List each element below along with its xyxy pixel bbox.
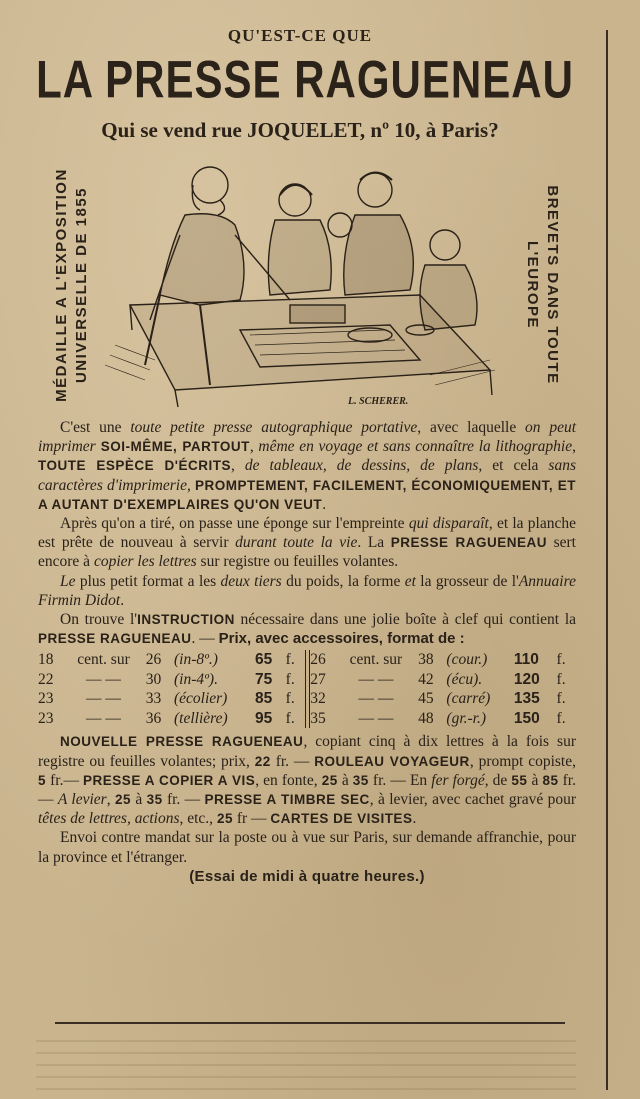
price-left-unit: f. [285, 709, 295, 727]
price-left-format: (in-4º). [173, 670, 218, 688]
text-bold: 5 [38, 772, 47, 788]
text: , [231, 457, 245, 475]
paragraph-sponge [38, 514, 576, 572]
text-heavy: Prix, avec accessoires, format de : [218, 630, 465, 648]
text: , [249, 438, 259, 456]
paragraph-instruction [38, 610, 576, 648]
text: fr. — [270, 752, 315, 770]
price-left-format: (in-8º.) [173, 651, 218, 669]
text: , à levier, avec cachet gravé pour [369, 791, 577, 809]
text: , etc., [179, 810, 217, 828]
text-bold: ROULEAU VOYAGEUR [314, 753, 470, 769]
price-right-sep: cent. sur [349, 651, 403, 669]
text-italic: deux tiers [220, 572, 282, 590]
text: du poids, la forme [281, 572, 405, 590]
text-italic: même en voyage et sans connaître la lithographie [258, 438, 573, 456]
text: à [130, 791, 147, 809]
text: fr — [232, 810, 271, 828]
text: à [337, 771, 353, 789]
price-right-size: 35 [310, 709, 326, 727]
price-right-dim: 48 [418, 709, 434, 727]
text-italic: sans caractères d'imprimerie [38, 457, 576, 494]
price-right-size: 27 [310, 670, 326, 688]
price-table [38, 650, 576, 728]
price-right-size: 32 [310, 690, 326, 708]
text-bold: PRESSE RAGUENEAU [38, 631, 192, 647]
price-right-format: (carré) [446, 690, 491, 708]
price-row [38, 689, 576, 709]
bottom-rule [55, 1022, 565, 1024]
patent-caption [522, 185, 562, 384]
price-left-sep: — — [86, 670, 121, 688]
price-left-format: (écolier) [173, 690, 228, 708]
text-bold: 55 [511, 772, 528, 788]
price-right-sep: — — [358, 690, 394, 708]
text-bold: SOI-MÊME, PARTOUT [95, 439, 250, 455]
price-left-format: (tellière) [173, 709, 228, 727]
price-right-amount: 135 [513, 690, 540, 708]
price-right-amount: 120 [513, 670, 540, 688]
price-row [38, 670, 576, 690]
price-row [38, 650, 576, 670]
text: plus petit format a les [75, 572, 221, 590]
price-row [38, 709, 576, 729]
text: , de [484, 771, 512, 789]
text-italic: A levier [57, 791, 107, 809]
text: sur registre ou feuilles volantes. [196, 553, 399, 571]
engraving-illustration [90, 155, 520, 410]
text-italic: toute petite presse autographique portative [130, 419, 418, 436]
price-left-sep: — — [86, 690, 121, 708]
paragraph-format [38, 572, 576, 610]
price-right-amount: 150 [513, 709, 540, 727]
price-left-size: 23 [38, 690, 54, 708]
medal-caption-line2: UNIVERSELLE DE 1855 [73, 186, 90, 384]
price-left-amount: 95 [254, 709, 273, 727]
text: fr.— [46, 771, 84, 789]
text: , avec laquelle [417, 419, 526, 436]
subtitle: Qui se vend rue JOQUELET, nº 10, à Paris? [101, 118, 499, 142]
price-left-dim: 36 [145, 709, 162, 727]
text-italic: qui disparaît [408, 515, 489, 533]
text-italic: durant toute la vie [235, 534, 358, 552]
kicker: QU'EST-CE QUE [227, 26, 373, 45]
text-bold: PRESSE A TIMBRE SEC [204, 792, 370, 808]
text-italic: de tableaux, de dessins, de plans [244, 457, 479, 475]
text-bold: TOUTE ESPÈCE D'ÉCRITS [38, 458, 232, 474]
text: Après qu'on a tiré, on passe une éponge sur l'empreinte [60, 515, 409, 533]
price-right-sep: — — [358, 709, 394, 727]
text: , [106, 791, 115, 809]
text: , en fonte, [255, 771, 322, 789]
text-bold: PRESSE A COPIER A VIS [83, 772, 256, 788]
price-right-amount: 110 [513, 651, 539, 669]
paragraph-products [38, 732, 576, 828]
text-bold: INSTRUCTION [137, 612, 235, 628]
text: . — [191, 630, 219, 648]
price-left-amount: 65 [254, 651, 273, 669]
price-left-unit: f. [285, 670, 295, 688]
price-left-sep: — — [86, 709, 121, 727]
text: , copiant cinq à dix lettres à la fois sur registre ou feuilles volantes; prix, [38, 733, 576, 770]
text: , et cela [478, 457, 549, 475]
text: On trouve l' [60, 611, 138, 629]
text: fr. — [38, 771, 576, 809]
text: nécessaire dans une jolie boîte à clef qui contient la [234, 611, 577, 629]
medal-caption-line1: MÉDAILLE A L'EXPOSITION [53, 168, 70, 402]
text-bold: 85 [542, 772, 559, 788]
price-left-sep: cent. sur [77, 651, 130, 669]
paragraph-shipping: Envoi contre mandat sur la poste ou à vue sur Paris, sur demande affranchie, pour la province et l'étranger. [38, 829, 576, 866]
text-italic: têtes de lettres, actions [38, 810, 180, 828]
price-right-dim: 42 [418, 670, 434, 688]
price-left-unit: f. [285, 690, 295, 708]
price-left-size: 22 [38, 670, 54, 688]
text-italic: fer forgé [431, 771, 485, 789]
medal-caption [52, 168, 92, 402]
text-italic: on peut imprimer [38, 419, 577, 456]
text-bold: 22 [254, 753, 271, 769]
text: , prompt copiste, [469, 752, 576, 770]
price-left-amount: 85 [254, 690, 273, 708]
text-bold: 25 [114, 792, 131, 808]
text: , et la planche est prête de nouveau à servir [38, 515, 576, 552]
price-right-dim: 45 [418, 690, 434, 708]
text: . [120, 591, 125, 609]
text-italic: et [404, 572, 416, 590]
text: à [527, 771, 543, 789]
text: la grosseur de l' [415, 572, 519, 590]
hours-note: (Essai de midi à quatre heures.) [189, 867, 425, 885]
text: C'est une [60, 419, 131, 436]
price-left-dim: 33 [145, 690, 162, 708]
advert-body [38, 418, 576, 886]
text-bold: NOUVELLE PRESSE RAGUENEAU [60, 734, 304, 750]
text: , [186, 476, 196, 494]
text: . La [357, 534, 391, 552]
price-right-dim: 38 [418, 651, 434, 669]
text: . [322, 495, 327, 513]
text-italic: Le [60, 572, 76, 590]
price-right-format: (écu). [446, 670, 483, 688]
price-right-unit: f. [556, 690, 566, 708]
price-right-unit: f. [556, 651, 566, 669]
text-bold: CARTES DE VISITES [270, 811, 413, 827]
page-title: LA PRESSE RAGUENEAU [36, 50, 574, 109]
text-bold: PROMPTEMENT, FACILEMENT, ÉCONOMIQUEMENT, ET A AUTANT D'EXEMPLAIRES QU'ON VEUT [38, 477, 576, 512]
patent-caption-line2: L'EUROPE [524, 240, 541, 330]
text-bold: 25 [216, 811, 233, 827]
engraver-signature: L. SCHERER. [348, 396, 409, 407]
price-left-size: 18 [38, 651, 54, 669]
text-bold: 35 [352, 772, 369, 788]
price-right-format: (cour.) [446, 651, 488, 669]
text-bold: 35 [146, 792, 163, 808]
text: fr. — En [368, 771, 432, 789]
text: sert encore à [38, 534, 576, 571]
price-left-size: 23 [38, 709, 54, 727]
text-italic: copier les lettres [93, 553, 197, 571]
text-bold: PRESSE RAGUENEAU [390, 535, 548, 551]
paragraph-intro [38, 418, 576, 514]
text-italic: Annuaire Firmin Didot [38, 572, 576, 609]
column-rule [606, 30, 608, 1090]
price-right-unit: f. [556, 670, 566, 688]
price-left-dim: 26 [145, 651, 162, 669]
bleed-through-text [36, 1040, 576, 1095]
price-right-unit: f. [556, 709, 566, 727]
price-right-size: 26 [310, 651, 326, 669]
text: fr. — [162, 791, 205, 809]
price-left-amount: 75 [254, 670, 273, 688]
text: , [572, 438, 576, 456]
price-left-dim: 30 [145, 670, 162, 688]
text-bold: 25 [321, 772, 338, 788]
price-left-unit: f. [285, 651, 295, 669]
text: . [412, 810, 417, 828]
price-right-sep: — — [358, 670, 394, 688]
patent-caption-line1: BREVETS DANS TOUTE [544, 185, 561, 385]
price-right-format: (gr.-r.) [446, 709, 487, 727]
